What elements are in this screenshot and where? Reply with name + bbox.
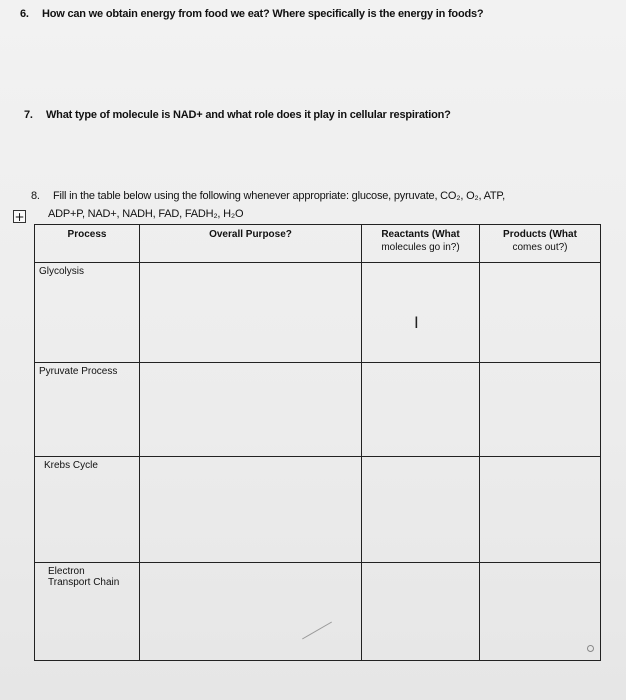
text-cursor-icon: I <box>414 313 419 332</box>
table-row <box>35 563 601 661</box>
question-7 <box>24 109 451 121</box>
process-label: Electron <box>48 566 85 577</box>
process-label-line2: Transport Chain <box>48 577 120 588</box>
header-reactants <box>362 225 480 263</box>
question-6-text: How can we obtain energy from food we eat? Where specifically is the energy in foods? <box>42 8 484 20</box>
table-row <box>35 457 601 563</box>
respiration-table <box>34 224 601 661</box>
header-products-line1: Products (What <box>503 229 577 240</box>
reactants-cell[interactable] <box>362 263 480 363</box>
purpose-cell[interactable] <box>140 563 362 661</box>
process-label: Glycolysis <box>39 266 85 277</box>
question-8-number: 8. <box>31 190 40 202</box>
question-8-text: Fill in the table below using the following whenever appropriate: glucose, pyruvate, CO₂, O₂, ATP, <box>53 190 506 202</box>
products-cell[interactable] <box>480 563 601 661</box>
products-cell[interactable] <box>480 363 601 457</box>
header-products-line2: comes out?) <box>512 242 568 253</box>
header-overall-purpose <box>140 225 362 263</box>
header-process-line1: Process <box>67 229 107 240</box>
process-cell-glycolysis <box>35 263 140 363</box>
table-header-row <box>35 225 601 263</box>
products-cell[interactable] <box>480 457 601 563</box>
process-label: Pyruvate Process <box>39 366 118 377</box>
process-cell-pyruvate <box>35 363 140 457</box>
question-8-line2: ADP+P, NAD+, NADH, FAD, FADH₂, H₂O <box>48 208 244 220</box>
process-cell-etc <box>35 563 140 661</box>
products-cell[interactable] <box>480 263 601 363</box>
purpose-cell[interactable] <box>140 363 362 457</box>
reactants-cell[interactable] <box>362 457 480 563</box>
reactants-cell[interactable] <box>362 363 480 457</box>
question-7-number: 7. <box>24 109 33 121</box>
header-overall-purpose-line1: Overall Purpose? <box>209 229 292 240</box>
table-row <box>35 363 601 457</box>
header-products <box>480 225 601 263</box>
process-cell-krebs <box>35 457 140 563</box>
question-8 <box>31 190 505 202</box>
process-label: Krebs Cycle <box>44 460 98 471</box>
purpose-cell[interactable] <box>140 263 362 363</box>
question-7-text: What type of molecule is NAD+ and what role does it play in cellular respiration? <box>46 109 451 121</box>
header-reactants-line2: molecules go in?) <box>381 242 460 253</box>
purpose-cell[interactable] <box>140 457 362 563</box>
reactants-cell[interactable] <box>362 563 480 661</box>
question-6 <box>20 8 483 20</box>
table-row <box>35 263 601 363</box>
header-process <box>35 225 140 263</box>
header-reactants-line1: Reactants (What <box>381 229 460 240</box>
move-handle-icon[interactable]: + <box>14 210 25 224</box>
question-6-number: 6. <box>20 8 29 20</box>
resize-handle-icon[interactable] <box>587 645 594 652</box>
